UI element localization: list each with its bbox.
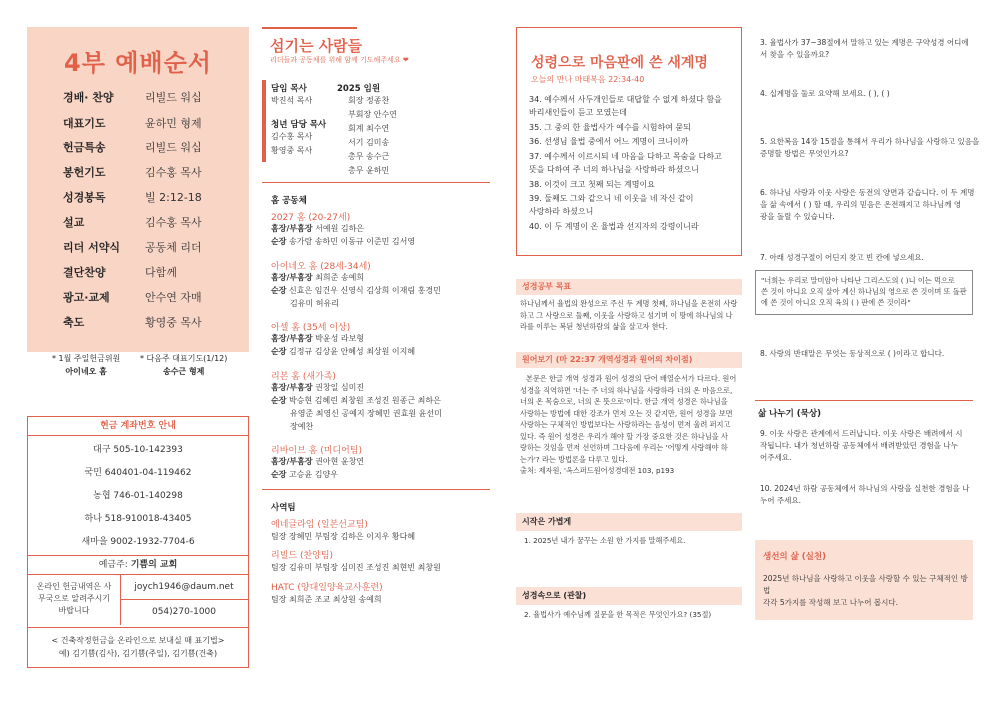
- order-item-label: 봉헌기도: [63, 166, 106, 179]
- next-prayer-note: * 다음주 대표기도(1/12) 송수근 형제: [140, 354, 228, 376]
- home-name: 2027 홈 (20-27세): [271, 213, 351, 223]
- question-2: 2. 율법사가 예수님께 질문을 한 목적은 무엇인가요? (35절): [524, 610, 712, 619]
- icebreaker-header: 시작은 가볍게: [516, 513, 742, 531]
- verse-line: 36. 선생님 율법 중에서 어느 계명이 크니이까: [529, 137, 689, 146]
- verse-line: 38. 이것이 크고 첫째 되는 계명이요: [529, 180, 655, 189]
- verse-line: 바리새인들이 듣고 모였는데: [529, 108, 627, 117]
- account-line: 국민 640401-04-119462: [84, 468, 192, 478]
- order-row: [63, 289, 243, 303]
- order-item-value: 리빌드 워십: [145, 91, 202, 104]
- serving-subtitle: 리더들과 공동체를 위해 함께 기도해주세요 ❤: [270, 56, 409, 64]
- order-row: [63, 115, 243, 129]
- scripture-fill-blank-box: "너희는 우리로 말미암아 나타난 그리스도의 ( )니 이는 먹으로 쓴 것이 아니요 오직 살아 계신 하나님의 영으로 쓴 것이며 또 돌판 에 쓴 것이 아니요 오직 육의 ( ) 판에 쓴 것이라": [755, 270, 973, 315]
- order-item-value: 안수연 자매: [145, 291, 202, 304]
- order-item-value: 황영중 목사: [145, 316, 202, 329]
- team-members: 팀장 최희준 조교 최상원 송예희: [271, 595, 382, 604]
- home-members: 순장 김정규 김상윤 안혜성 최상원 이지혜: [271, 347, 416, 356]
- team-members: 팀장 김유미 부팀장 심미진 조성진 최현빈 최창원: [271, 563, 441, 572]
- team-members: 팀장 장혜민 부팀장 김하은 이지우 황다혜: [271, 532, 416, 541]
- question-5: 5. 요한복음 14장 15절을 통해서 우리가 하나님을 사랑하고 있음을 증명할 방법은 무엇인가요?: [760, 137, 980, 158]
- study-goal-header: 성경공부 목표: [516, 279, 742, 295]
- order-item-value: 윤하민 형제: [145, 117, 202, 130]
- home-leaders: 홈장/부홈장 최희준 송예희: [271, 273, 365, 282]
- account-line: 대구 505-10-142393: [93, 445, 183, 455]
- practice-title: 생선의 삶 (실천): [763, 552, 826, 562]
- verse-line: 39. 둘째도 그와 같으니 네 이웃을 네 자신 같이: [529, 194, 694, 203]
- order-item-value: 빌 2:12-18: [145, 191, 202, 204]
- order-row: [63, 189, 243, 203]
- question-7: 7. 아래 성경구절이 어딘지 찾고 빈 칸에 넣으세요.: [760, 253, 924, 262]
- home-members: 순장 신효은 임건우 신영식 김상희 이재림 홍경민: [271, 286, 441, 295]
- account-line: 새마을 9002-1932-7704-6: [81, 537, 195, 547]
- ministry-team-title: 사역팀: [271, 503, 296, 513]
- order-item-value: 김수홍 목사: [145, 216, 202, 229]
- question-10: 10. 2024년 하람 공동체에서 하나님의 사랑을 실천한 경험을 나 누어 주세요.: [760, 484, 970, 505]
- order-item-label: 성경봉독: [63, 191, 106, 204]
- order-row: [63, 214, 243, 228]
- order-row: [63, 89, 243, 103]
- verse-line: 35. 그 중의 한 율법사가 예수를 시험하여 묻되: [529, 123, 691, 132]
- order-item-value: 다함께: [145, 266, 177, 279]
- home-name: 아이네오 홈 (28세-34세): [271, 262, 371, 272]
- home-leaders: 홈장/부홈장 박윤성 라보형: [271, 334, 365, 343]
- home-community-title: 홈 공동체: [271, 196, 307, 206]
- staff-label: 2025 임원: [337, 84, 381, 94]
- verse-line: 34. 예수께서 사두개인들로 대답할 수 없게 하셨다 함을: [529, 95, 722, 104]
- bank-header: 현금 계좌번호 안내: [28, 417, 248, 436]
- order-item-label: 경배· 찬양: [63, 91, 114, 104]
- study-goal-text: 하나님께서 율법의 완성으로 주신 두 계명 첫째, 하나님을 온전히 사랑 하고 그 사랑으로 둘째, 이웃을 사랑하고 섬기며 이 땅에 하나님의 나 라를 이루는 복된 청년하람의 삶을 살고자 한다.: [520, 299, 738, 331]
- question-9: 9. 이웃 사랑은 관계에서 드러납니다. 이웃 사랑은 배려에서 시 작됩니다. 내가 청년하람 공동체에서 배려받았던 경험을 나누 어주세요.: [760, 429, 963, 462]
- offering-committee-note: * 1월 주일헌금위원 아이네오 홈: [52, 354, 121, 376]
- contact-box: [28, 575, 248, 625]
- practice-box: [755, 540, 973, 620]
- home-leaders: 홈장/부홈장 권창일 심미진: [271, 383, 365, 392]
- serving-people-panel: 섬기는 사람들 리더들과 공동체를 위해 함께 기도해주세요 ❤ 담임 목사 박진석 목사 청년 담당 목사 김수홍 목사 황영중 목사 2025 임원 회장 정종찬 부회장 안수연 회계 최수연 서기 김미송 총무 송수근 총무 윤하민 홈 공동체 2027 홈 (20-27세) 홈장/부홈장 서예원 김하은 순장 송가람 송하민 이동규 이준민 김서영 아이네오 홈 (28세-34세) 홈장/부홈장 최희준 송예희 순장 신효은 임건우 신영식 김상희 이재림 홍경민 김유미 허유리 아셀 홈 (35세 이상) 홈장/부홈장 박윤성 라보형 순장 김정규 김상윤 안혜성 최상원 이지혜 리본 홈 (새가족) 홈장/부홈장 권창일 심미진 순장 박승현 김혜린 최창원 조성진 원종근 최하은 유영준 최영신 공예지 장혜민 권효원 윤선미 장예찬 리바이브 홈 (미디어팀) 홈장/부홈장 권아현 윤창연 순장 고승윤 김양우 사역팀 에네글라임 (일본선교팀) 팀장 장혜민 부팀장 김하은 이지우 황다혜 리빌드 (찬양팀) 팀장 김유미 부팀장 심미진 조성진 최현빈 최창원 HATC (양대일양육교사훈련) 팀장 최희준 조교 최상원 송예희: [262, 27, 500, 667]
- pastor-name: 박진석 목사: [271, 96, 313, 105]
- order-row: [63, 239, 243, 253]
- order-row: [63, 264, 243, 278]
- team-name: 리빌드 (찬양팀): [271, 551, 334, 561]
- life-sharing-title: 삶 나누기 (묵상): [758, 409, 821, 419]
- order-row: [63, 139, 243, 153]
- question-3: 3. 율법사가 37~38절에서 말하고 있는 계명은 구약성경 어디에 서 찾을 수 있을까요?: [760, 38, 969, 59]
- order-item-label: 광고·교제: [63, 291, 110, 304]
- verse-line: 40. 이 두 계명이 온 율법과 선지자의 강령이니라: [529, 222, 699, 231]
- order-item-value: 공동체 리더: [145, 241, 202, 254]
- pastor-label: 담임 목사: [271, 84, 307, 94]
- scripture-reference: 오늘의 만나 마태복음 22:34-40: [531, 75, 645, 84]
- serving-title: 섬기는 사람들: [270, 37, 363, 55]
- practice-text: 2025년 하나님을 사랑하고 이웃을 사랑할 수 있는 구체적인 방법 각각 5가지를 작성해 보고 나누어 봅시다.: [763, 574, 968, 607]
- home-members: 순장 고승윤 김양우: [271, 470, 338, 479]
- worship-order-panel: [27, 27, 249, 352]
- question-4: 4. 십계명을 둘로 요약해 보세요. ( ), ( ): [760, 89, 890, 98]
- home-name: 리본 홈 (새가족): [271, 372, 336, 382]
- order-item-value: 김수홍 목사: [145, 166, 202, 179]
- order-item-label: 결단찬양: [63, 266, 106, 279]
- question-8: 8. 사랑의 반대말은 무엇는 동상적으로 ( )이라고 합니다.: [760, 349, 945, 358]
- building-offering-note: < 건축작정헌금을 온라인으로 보내실 때 표기법> 예) 김기쁨(김사), 김기쁨(주일), 김기쁨(건축): [28, 627, 248, 667]
- original-text-body: 본문은 한글 개역 성경과 원어 성경의 단어 배열순서가 다르다. 원어 성경을 직역하면 '너는 주 너의 하나님을 사랑하라 너의 온 마음으로, 너의 온 목숨으로, 너의 온 뜻으로'이다. 한글 개역 성경은 하나님을 사랑하는 방법에 대한 강조가 먼저 오는 것 같지만, 원어 성경을 보면 사랑하는 구체적인 방법보다는 사랑하라는 음성이 먼저 울려 퍼지고 있다. 즉 원어 성경은 우리가 해야 할 가장 중요한 것은 하나님을 사 랑하는 것임을 먼저 선언하며 그다음에 우리는 '어떻게 사랑해야 하 는가'? 라는 방법론을 다루고 있다. 출처: 제자원, '옥스퍼드원어성경대전 103, p193: [520, 374, 737, 475]
- home-leaders: 홈장/부홈장 권아현 윤창연: [271, 457, 365, 466]
- account-line: 하나 518-910018-43405: [84, 514, 192, 524]
- team-name: HATC (양대일양육교사훈련): [271, 583, 383, 593]
- team-name: 에네글라임 (일본선교팀): [271, 520, 368, 530]
- contact-note: 온라인 헌금내역은 사 무국으로 알려주시기 바랍니다: [36, 582, 112, 615]
- bank-account-panel: [27, 416, 249, 668]
- account-line: 농협 746-01-140298: [93, 491, 183, 501]
- order-row: [63, 164, 243, 178]
- question-1: 1. 2025년 내가 꿈꾸는 소원 한 가지를 말해주세요.: [524, 536, 686, 545]
- home-name: 리바이브 홈 (미디어팀): [271, 446, 363, 456]
- verse-line: 뜻을 다하여 주 너의 하나님을 사랑하라 하셨으니: [529, 165, 699, 174]
- verse-line: 37. 예수께서 이르시되 네 마음을 다하고 목숨을 다하고: [529, 152, 722, 161]
- contact-email[interactable]: joych1946@daum.net: [120, 575, 248, 600]
- order-item-value: 리빌드 워십: [145, 141, 202, 154]
- home-name: 아셀 홈 (35세 이상): [271, 323, 351, 333]
- order-item-label: 헌금특송: [63, 141, 106, 154]
- home-members: 순장 박승현 김혜린 최창원 조성진 원종근 최하은: [271, 396, 441, 405]
- verse-line: 사랑하라 하셨으니: [529, 207, 594, 216]
- home-members: 순장 송가람 송하민 이동규 이준민 김서영: [271, 237, 416, 246]
- order-item-label: 리더 서약식: [63, 241, 120, 254]
- home-leaders: 홈장/부홈장 서예원 김하은: [271, 224, 365, 233]
- order-item-label: 대표기도: [63, 117, 106, 130]
- account-owner: 예금주: 기쁨의 교회: [28, 555, 248, 575]
- sermon-title: 성령으로 마음판에 쓴 새계명: [531, 55, 708, 71]
- question-6: 6. 하나님 사랑과 이웃 사랑은 동전의 양면과 같습니다. 이 두 계명 을 삶 속에서 ( ) 할 때, 우리의 믿음은 온전해지고 하나님께 영 광을 돌릴 수 있습니다.: [760, 188, 975, 221]
- observation-header: 성경속으로 (관찰): [516, 587, 742, 605]
- scripture-box: [516, 27, 742, 256]
- worship-order-title: 4부 예배순서: [64, 49, 212, 77]
- original-text-header: 원어보기 (마 22:37 개역성경과 원어의 차이점): [516, 352, 742, 368]
- order-row: [63, 314, 243, 328]
- contact-phone: 054)270-1000: [151, 607, 217, 617]
- youth-pastor-label: 청년 담당 목사: [271, 120, 327, 130]
- order-item-label: 설교: [63, 216, 85, 229]
- order-item-label: 축도: [63, 316, 85, 329]
